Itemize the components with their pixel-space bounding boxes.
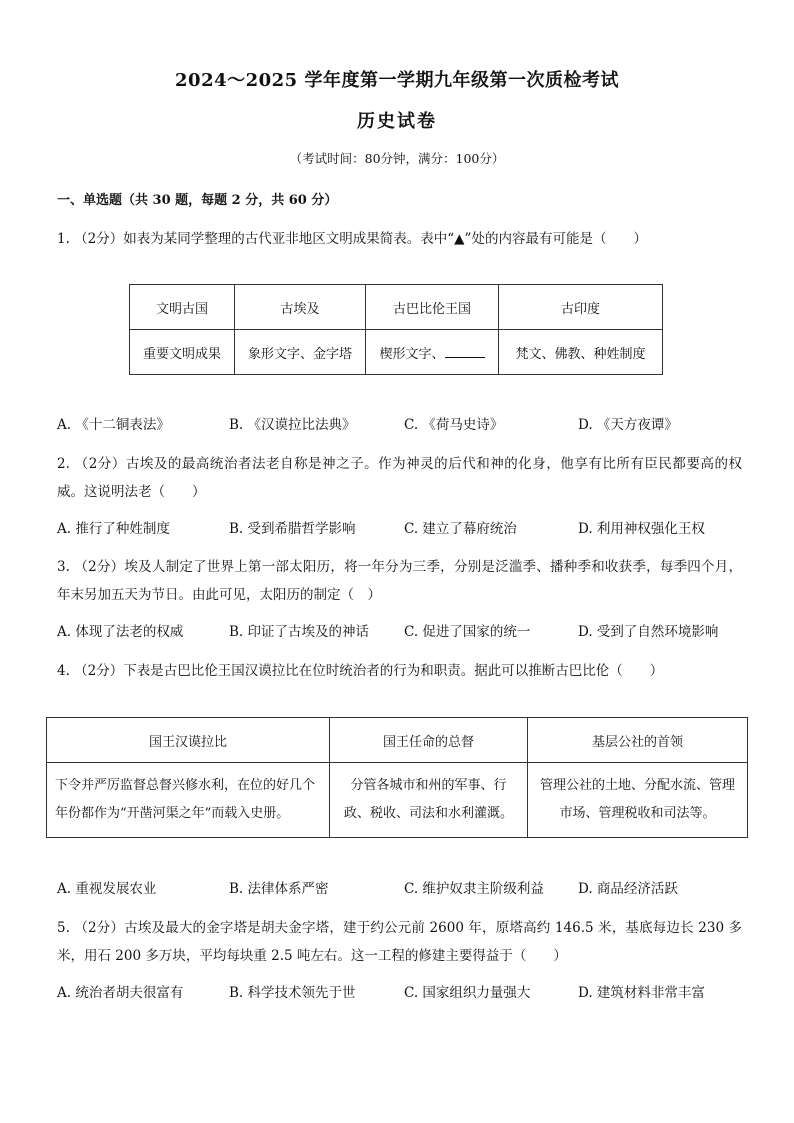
table-row bbox=[130, 330, 663, 375]
table-cell-text: 楔形文字、 bbox=[379, 346, 445, 362]
table-cell: 下令并严厉监督总督兴修水利，在位的好几个年份都作为“开凿河渠之年”而载入史册。 bbox=[47, 763, 330, 838]
option-d: D. 受到了自然环境影响 bbox=[578, 624, 719, 640]
question-4-options bbox=[57, 877, 757, 897]
option-c: C. 《荷马史诗》 bbox=[404, 417, 504, 433]
option-c: C. 促进了国家的统一 bbox=[404, 624, 531, 640]
option-a: A. 重视发展农业 bbox=[57, 881, 157, 897]
question-1-stem: 1. （2分）如表为某同学整理的古代亚非地区文明成果简表。表中“▲”处的内容最有可能是（ ） bbox=[57, 231, 647, 247]
table-cell: 象形文字、金字塔 bbox=[235, 330, 366, 375]
option-a: A. 统治者胡夫很富有 bbox=[57, 985, 184, 1001]
question-4-table bbox=[46, 717, 748, 838]
table-cell: 基层公社的首领 bbox=[528, 718, 748, 763]
option-a: A. 推行了种姓制度 bbox=[57, 521, 170, 537]
table-cell: 梵文、佛教、种姓制度 bbox=[499, 330, 663, 375]
section-heading: 一、单选题（共 30 题，每题 2 分，共 60 分） bbox=[57, 193, 338, 208]
option-d: D. 利用神权强化王权 bbox=[578, 521, 705, 537]
option-a: A. 《十二铜表法》 bbox=[57, 417, 170, 433]
table-cell: 古印度 bbox=[499, 285, 663, 330]
question-2-stem: 2. （2分）古埃及的最高统治者法老自称是神之子。作为神灵的后代和神的化身，他享有比所有臣民都要高的权威。这说明法老（ ） bbox=[57, 456, 742, 500]
table-header-row bbox=[47, 718, 748, 763]
question-5-stem: 5. （2分）古埃及最大的金字塔是胡夫金字塔，建于约公元前 2600 年，原塔高约 146.5 米，基底每边长 230 多米，用石 200 多万块，平均每块重 2.5 吨左右。这一工程的修建主要得益于（ ） bbox=[57, 920, 742, 964]
option-d: D. 商品经济活跃 bbox=[578, 881, 678, 897]
question-2-options bbox=[57, 517, 757, 537]
question-5-options bbox=[57, 981, 757, 1001]
table-cell: 文明古国 bbox=[130, 285, 235, 330]
table-cell-with-blank bbox=[366, 330, 499, 375]
answer-blank bbox=[445, 345, 485, 358]
exam-title: 2024～2025 学年度第一学期九年级第一次质检考试 bbox=[175, 70, 619, 91]
question-1-table bbox=[129, 284, 663, 375]
option-d: D. 建筑材料非常丰富 bbox=[578, 985, 705, 1001]
table-cell: 分管各城市和州的军事、行政、税收、司法和水利灌溉。 bbox=[330, 763, 528, 838]
option-b: B. 科学技术领先于世 bbox=[229, 985, 356, 1001]
exam-subject: 历史试卷 bbox=[357, 111, 437, 132]
table-cell: 国王任命的总督 bbox=[330, 718, 528, 763]
table-row bbox=[47, 763, 748, 838]
question-1-options bbox=[57, 413, 757, 433]
option-c: C. 建立了幕府统治 bbox=[404, 521, 517, 537]
option-c: C. 国家组织力量强大 bbox=[404, 985, 531, 1001]
question-3-stem: 3. （2分）埃及人制定了世界上第一部太阳历，将一年分为三季，分别是泛滥季、播种季和收获季，每季四个月，年末另加五天为节日。由此可见，太阳历的制定（ ） bbox=[57, 559, 742, 603]
table-cell: 古巴比伦王国 bbox=[366, 285, 499, 330]
question-3-options bbox=[57, 620, 757, 640]
table-cell: 国王汉谟拉比 bbox=[47, 718, 330, 763]
exam-time-note: （考试时间：80分钟，满分：100分） bbox=[289, 151, 505, 166]
table-cell: 重要文明成果 bbox=[130, 330, 235, 375]
option-d: D. 《天方夜谭》 bbox=[578, 417, 678, 433]
option-b: B. 法律体系严密 bbox=[229, 881, 329, 897]
table-header-row bbox=[130, 285, 663, 330]
option-b: B. 印证了古埃及的神话 bbox=[229, 624, 370, 640]
option-a: A. 体现了法老的权威 bbox=[57, 624, 184, 640]
option-b: B. 受到希腊哲学影响 bbox=[229, 521, 356, 537]
question-4-stem: 4. （2分）下表是古巴比伦王国汉谟拉比在位时统治者的行为和职责。据此可以推断古巴比伦（ ） bbox=[57, 663, 664, 679]
table-cell: 古埃及 bbox=[235, 285, 366, 330]
option-b: B. 《汉谟拉比法典》 bbox=[229, 417, 356, 433]
table-cell: 管理公社的土地、分配水流、管理市场、管理税收和司法等。 bbox=[528, 763, 748, 838]
option-c: C. 维护奴隶主阶级利益 bbox=[404, 881, 544, 897]
